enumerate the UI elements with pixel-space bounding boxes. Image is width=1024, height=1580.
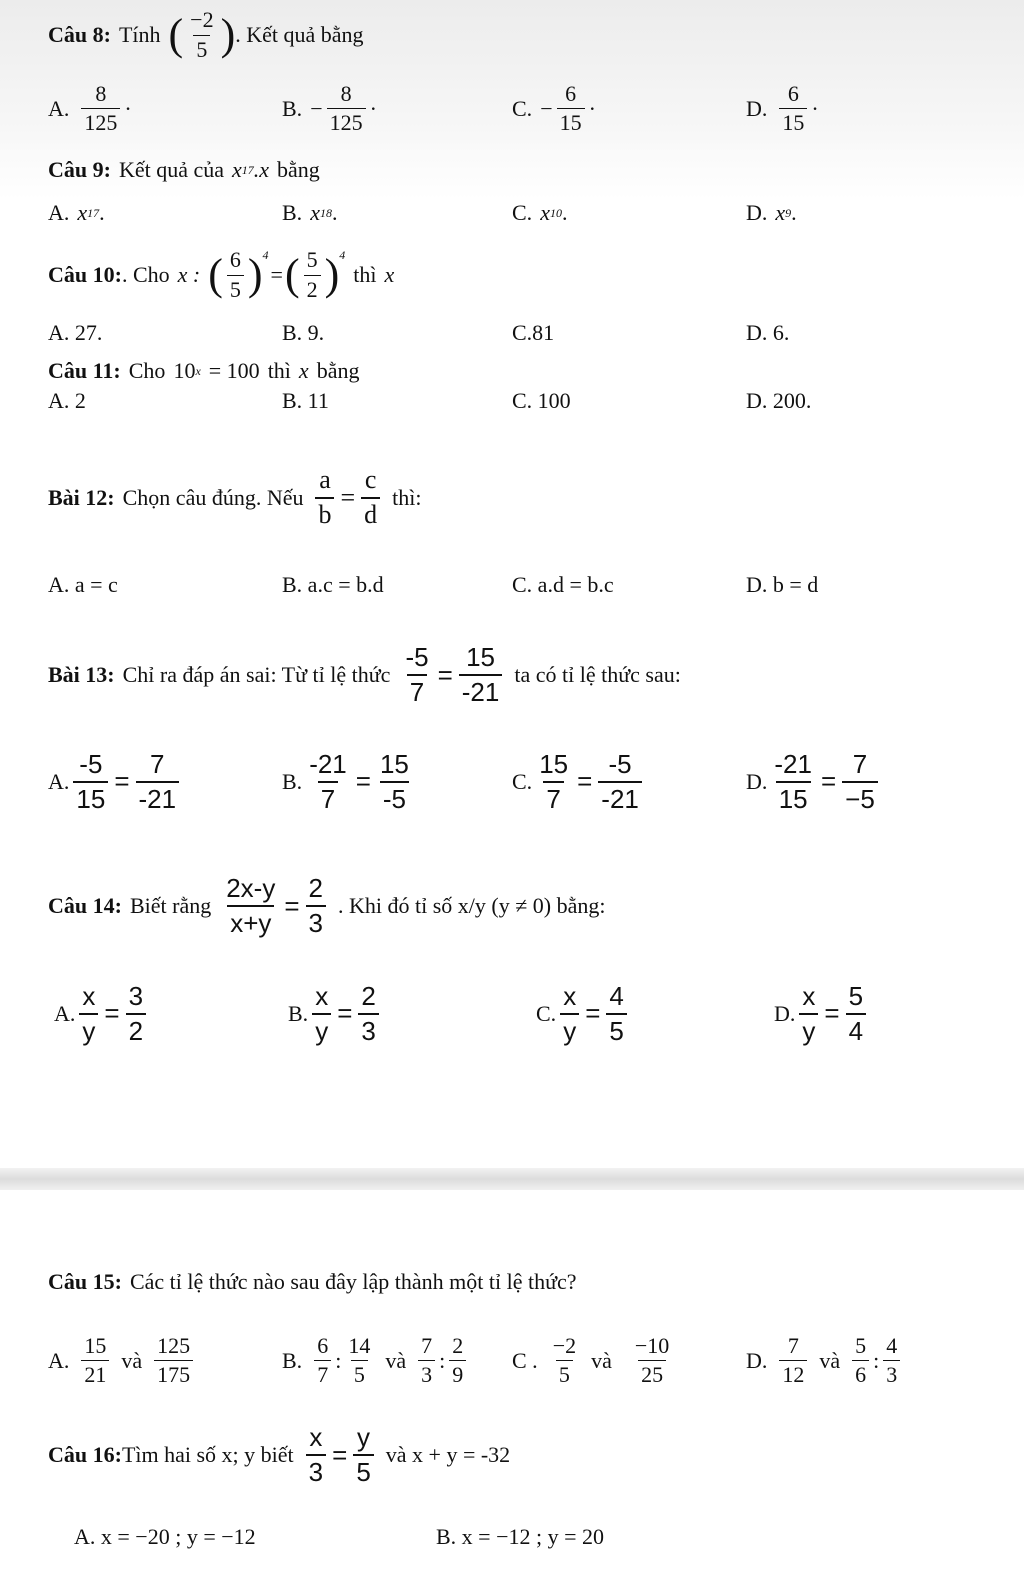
option-14b[interactable] [288,982,383,1045]
numerator: a [319,465,331,495]
denominator: 15 [557,108,585,135]
numerator: x [802,981,816,1011]
denominator: 2 [304,275,321,302]
denominator: 3 [883,1360,900,1387]
numerator: 125 [157,1333,191,1358]
conjunction: và [591,1347,612,1373]
option-end: · [369,95,377,121]
option-letter: B. [282,200,303,225]
numerator: 3 [128,981,144,1011]
denominator: 15 [779,108,807,135]
option-end: · [811,95,819,121]
question-16 [48,1416,510,1494]
numerator: 6 [787,81,799,106]
option-15b[interactable] [282,1334,470,1387]
numerator: 5 [848,981,864,1011]
option-end: · [124,95,132,121]
math-base: 10 [173,358,196,383]
denominator: 3 [306,905,326,938]
equals-sign: = [332,1439,348,1470]
option-letter: D. [746,95,768,121]
question-13 [48,636,681,714]
question-text: Chỉ ra đáp án sai: Từ tỉ lệ thức [122,662,391,687]
numerator: 8 [340,81,352,106]
math-exponent: 18 [319,205,332,220]
fraction [79,982,98,1045]
option-10c[interactable]: C.81 [512,320,555,345]
denominator: 5 [606,1013,626,1046]
numerator: x [315,981,329,1011]
numerator: 2x-y [226,873,276,904]
option-letter: A. [48,1347,70,1373]
fraction [418,1334,435,1387]
fraction [312,982,331,1045]
paren-left: ( [168,10,184,59]
option-14a[interactable] [54,982,150,1045]
equals-sign: = [284,890,300,921]
equals-sign: = [820,766,837,797]
option-end: . [561,200,568,225]
math-value: = 100 [208,358,260,383]
question-label: Câu 16: [48,1442,122,1467]
question-tail: bằng [277,157,320,182]
denominator: 7 [407,674,427,707]
denominator: 25 [638,1360,666,1387]
denominator: 4 [846,1013,866,1046]
question-text: Chọn câu đúng. Nếu [122,485,304,510]
equals-sign: = [577,766,593,797]
denominator: 9 [449,1360,466,1387]
denominator: 15 [73,781,108,814]
fraction [358,982,378,1045]
option-8c[interactable] [512,82,596,135]
fraction [81,1334,109,1387]
math-base: x [775,200,786,225]
question-text: thì [267,358,291,383]
question-tail: . Kết quả bằng [235,22,364,47]
fraction [353,1423,373,1486]
fraction [536,750,571,813]
numerator: 5 [855,1333,867,1358]
sign: − [310,95,323,121]
fraction [345,1334,373,1387]
numerator: 2 [452,1333,464,1358]
numerator: 2 [361,981,376,1011]
option-letter: D. [746,768,768,794]
option-letter: A. [54,1000,76,1026]
numerator: 6 [229,247,241,273]
denominator: -21 [598,781,642,814]
option-9b[interactable] [282,200,337,226]
math-exponent: 9 [785,205,792,220]
option-14d[interactable] [774,982,870,1045]
paren-right: ) [247,250,263,299]
numerator: 14 [348,1333,371,1358]
denominator: 7 [543,781,563,814]
denominator: 5 [227,275,244,302]
numerator: x [309,1422,323,1453]
denominator: 175 [154,1360,193,1387]
numerator: 4 [886,1333,898,1358]
fraction [315,466,334,529]
numerator: -5 [79,749,103,779]
colon: : [335,1347,342,1373]
numerator: 6 [317,1333,329,1358]
option-10a[interactable]: A. 27. [48,320,103,345]
question-11 [48,354,359,388]
question-tail: bằng [316,358,360,383]
math-exponent: 17 [87,205,100,220]
option-letter: C. [536,1000,557,1026]
denominator: 125 [327,108,366,135]
question-tail: . Khi đó tỉ số x/y (y ≠ 0) bằng: [338,893,606,918]
option-end: . [791,200,797,225]
numerator: 8 [95,81,107,106]
fraction [306,874,326,937]
denominator: 15 [776,781,811,814]
option-11d[interactable]: D. 200. [746,388,812,413]
option-12d[interactable]: D. b = d [746,572,819,597]
question-text: Các tỉ lệ thức nào sau đây lập thành một tỉ lệ thức? [129,1269,577,1294]
fraction [227,248,244,301]
fraction [306,750,350,813]
denominator: 125 [81,108,120,135]
paren-right: ) [324,250,340,299]
denominator: 5 [351,1360,368,1387]
denominator: x+y [227,905,274,938]
denominator: -5 [380,781,409,814]
equals-sign: = [340,483,356,512]
option-12a[interactable]: A. a = c [48,572,118,597]
option-letter: B. [282,95,303,121]
numerator: −10 [634,1333,670,1358]
fraction [779,82,807,135]
fraction [842,750,878,813]
option-16a[interactable]: A. x = −20 ; y = −12 [74,1524,256,1549]
option-letter: A. [48,200,70,225]
colon: : [873,1347,880,1373]
fraction [560,982,579,1045]
question-tail: ta có tỉ lệ thức sau: [514,662,681,687]
question-label: Câu 15: [48,1269,122,1294]
question-14 [48,864,606,948]
question-text: Biết rằng [129,893,212,918]
option-9c[interactable] [512,200,567,226]
option-13d[interactable] [746,750,882,813]
question-text: Tính [118,22,161,47]
option-11c[interactable]: C. 100 [512,388,571,413]
math-exponent: 10 [549,205,562,220]
math-exponent: 4 [262,248,269,262]
equals-sign: = [437,659,453,690]
numerator: 2 [308,873,323,904]
denominator: 5 [193,35,210,62]
denominator: -21 [459,674,503,707]
equals-sign: = [355,766,371,797]
question-label: Câu 8: [48,22,111,47]
numerator: 15 [539,749,569,779]
option-letter: C. [512,768,533,794]
option-letter: C . [512,1347,538,1373]
question-10 [48,244,394,306]
denominator: 12 [779,1360,807,1387]
colon: : [439,1347,446,1373]
option-letter: C. [512,200,533,225]
question-label: Bài 13: [48,662,115,687]
fraction [846,982,866,1045]
denominator: -21 [136,781,180,814]
fraction [154,1334,193,1387]
numerator: 7 [787,1333,799,1358]
question-tail: và x + y = -32 [385,1442,511,1467]
option-end: . [99,200,105,225]
option-15c[interactable] [512,1334,676,1387]
question-label: Câu 9: [48,157,111,182]
equals-sign: = [114,766,130,797]
numerator: 7 [150,749,165,779]
option-letter: B. [282,768,303,794]
numerator: 5 [306,247,318,273]
numerator: −2 [190,7,214,33]
numerator: 4 [609,981,624,1011]
option-10b[interactable]: B. 9. [282,320,325,345]
denominator: y [560,1013,579,1046]
fraction [187,8,216,61]
fraction [606,982,626,1045]
option-letter: D. [746,1347,768,1373]
fraction [883,1334,900,1387]
denominator: 3 [418,1360,435,1387]
math-exponent: 4 [339,248,346,262]
numerator: 15 [379,749,409,779]
fraction [136,750,180,813]
option-end: · [588,95,596,121]
option-15d[interactable] [746,1334,904,1387]
fraction [550,1334,579,1387]
math-exponent: 17 [241,162,254,177]
denominator: y [799,1013,818,1046]
denominator: 7 [318,781,338,814]
paren-left: ( [208,250,223,299]
question-tail: thì: [392,485,422,510]
option-letter: C. [512,95,533,121]
option-12b[interactable]: B. a.c = b.d [282,572,384,597]
option-14c[interactable] [536,982,631,1045]
fraction [377,750,412,813]
math-base: x [310,200,320,225]
fraction [126,982,146,1045]
option-8d[interactable] [746,82,819,135]
math-exponent: x [195,363,201,378]
numerator: -5 [405,642,429,673]
numerator: x [563,981,577,1011]
numerator: c [364,465,377,495]
option-letter: A. [48,768,70,794]
numerator: x [82,981,96,1011]
math-base: x [232,157,242,182]
option-8a[interactable] [48,82,132,135]
fraction [771,750,815,813]
numerator: 7 [852,749,868,779]
numerator: -21 [309,749,347,779]
question-text: . Cho [121,262,170,287]
option-end: . [331,200,338,225]
paren-right: ) [220,10,236,59]
question-8 [48,0,364,70]
conjunction: và [385,1347,407,1373]
equals-sign: = [270,262,283,287]
option-11b[interactable]: B. 11 [282,388,329,413]
question-text: Tìm hai số x; y biết [121,1442,294,1467]
question-text: Kết quả của [118,157,225,182]
fraction [81,82,120,135]
option-letter: B. [282,1347,303,1373]
denominator: 5 [556,1360,573,1387]
option-15a[interactable] [48,1334,197,1387]
denominator: b [315,497,334,530]
numerator: y [357,1422,371,1453]
numerator: 7 [421,1333,433,1358]
question-label: Câu 10: [48,262,122,287]
option-13c[interactable] [512,750,646,813]
denominator: −5 [842,781,878,814]
fraction [306,1423,326,1486]
fraction [304,248,321,301]
question-text: Cho [128,358,166,383]
conjunction: và [121,1347,143,1373]
question-9 [48,154,320,186]
option-13b[interactable] [282,750,416,813]
fraction [598,750,642,813]
conjunction: và [819,1347,841,1373]
option-12c[interactable]: C. a.d = b.c [512,572,614,597]
denominator: 3 [306,1454,326,1487]
math-var: x [384,262,395,287]
denominator: 5 [353,1454,373,1487]
equals-sign: = [104,998,120,1029]
equals-sign: = [585,998,601,1029]
numerator: -5 [608,749,632,779]
question-label: Câu 11: [48,358,121,383]
math-factor: .x [253,157,270,182]
option-16b[interactable]: B. x = −12 ; y = 20 [436,1524,605,1549]
option-11a[interactable]: A. 2 [48,388,86,413]
fraction [314,1334,331,1387]
equals-sign: = [337,998,353,1029]
math-var: x : [177,262,201,287]
denominator: y [312,1013,331,1046]
section-divider [0,1168,1024,1190]
fraction [632,1334,672,1387]
denominator: d [361,497,380,530]
question-label: Bài 12: [48,485,115,510]
question-15 [48,1266,577,1298]
question-tail: thì [353,262,377,287]
option-9d[interactable] [746,200,797,226]
fraction [557,82,585,135]
option-letter: B. [288,1000,309,1026]
fraction [799,982,818,1045]
fraction [852,1334,869,1387]
fraction [73,750,108,813]
numerator: 15 [84,1333,107,1358]
denominator: 2 [126,1013,146,1046]
denominator: y [79,1013,98,1046]
paren-left: ( [284,250,300,299]
denominator: 6 [852,1360,869,1387]
numerator: 15 [466,642,496,673]
fraction [402,643,431,706]
math-base: x [77,200,88,225]
option-letter: A. [48,95,70,121]
numerator: −2 [552,1333,577,1358]
option-13a[interactable] [48,750,183,813]
fraction [361,466,380,529]
option-letter: D. [774,1000,796,1026]
sign: − [540,95,553,121]
math-var: x [298,358,309,383]
numerator: 6 [565,81,577,106]
denominator: 7 [314,1360,331,1387]
option-9a[interactable] [48,200,105,226]
option-8b[interactable] [282,82,377,135]
option-letter: D. [746,200,768,225]
fraction [449,1334,466,1387]
equals-sign: = [824,998,840,1029]
fraction [459,643,503,706]
numerator: -21 [774,749,812,779]
denominator: 21 [81,1360,109,1387]
math-base: x [540,200,550,225]
option-10d[interactable]: D. 6. [746,320,790,345]
question-12 [48,460,422,536]
denominator: 3 [358,1013,378,1046]
fraction [223,874,278,937]
fraction [779,1334,807,1387]
fraction [327,82,366,135]
question-label: Câu 14: [48,893,122,918]
